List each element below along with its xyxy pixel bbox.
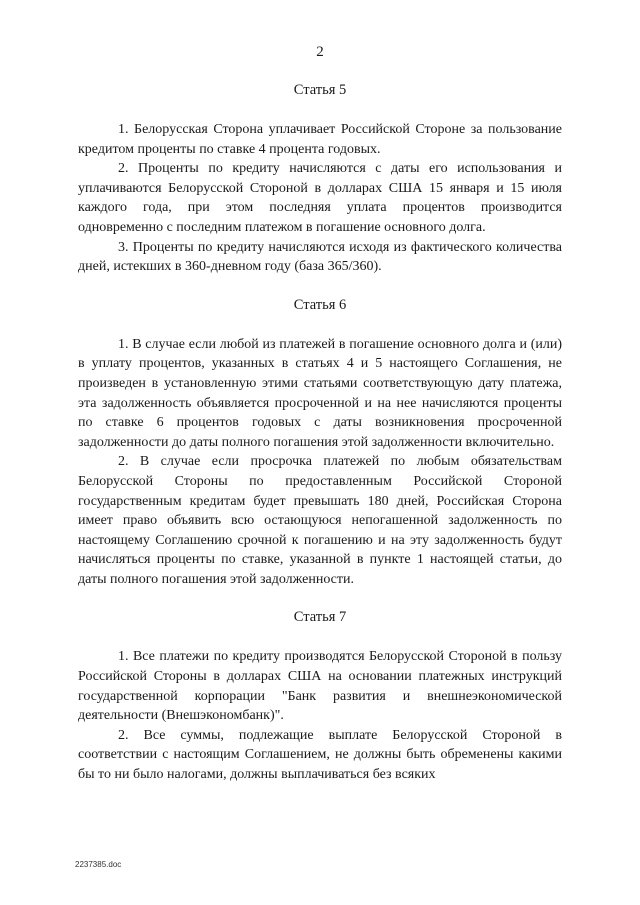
paragraph: 1. Все платежи по кредиту производятся Белорусской Стороной в пользу Российской Стороны в долларах США на основании платежных инструкций государственной корпорации "Банк развития и внешнеэкономической деятельности (Внешэкономбанк)". [78, 649, 562, 724]
paragraph: 1. В случае если любой из платежей в погашение основного долга и (или) в уплату процентов, указанных в статьях 4 и 5 настоящего Соглашения, не произведен в установленную этими статьями соответствующую дату платежа, эта задолженность объявляется просроченной и на нее начисляются проценты по ставке 6 процентов годовых с даты возникновения просроченной задолженности до даты полного погашения этой задолженности включительно. [78, 336, 562, 450]
paragraph: 3. Проценты по кредиту начисляются исходя из фактического количества дней, истекших в 360-дневном году (база 365/360). [78, 239, 562, 275]
article-6 [78, 295, 562, 590]
document-body [78, 80, 562, 785]
paragraph: 1. Белорусская Сторона уплачивает Российской Стороне за пользование кредитом проценты по ставке 4 процента годовых. [78, 122, 562, 157]
article-7 [78, 607, 562, 784]
paragraph: 2. Все суммы, подлежащие выплате Белорусской Стороной в соответствии с настоящим Соглашением, не должны быть обременены какими бы то ни было налогами, должны выплачиваться без всяких [78, 727, 562, 783]
paragraph: 2. Проценты по кредиту начисляются с даты его использования и уплачиваются Белорусской Стороной в долларах США 15 января и 15 июля каждого года, при этом последняя уплата процентов производится одновременно с последним платежом в погашение основного долга. [78, 161, 562, 235]
document-footer-filename: 2237385.doc [75, 860, 122, 869]
article-title: Статья 7 [293, 609, 347, 626]
article-title: Статья 6 [293, 296, 347, 313]
page-number: 2 [316, 44, 324, 60]
paragraph: 2. В случае если просрочка платежей по любым обязательствам Белорусской Стороны по предоставленным Российской Стороной государственным кредитам будет превышать 180 дней, Российская Сторона имеет право объявить всю остающуюся непогашенной задолженность по настоящему Соглашению срочной к погашению и на эту задолженность будут начисляться проценты по ставке, указанной в пункте 1 настоящей статьи, до даты полного погашения этой задолженности. [78, 454, 562, 587]
article-5 [78, 80, 562, 277]
article-title: Статья 5 [293, 82, 347, 98]
